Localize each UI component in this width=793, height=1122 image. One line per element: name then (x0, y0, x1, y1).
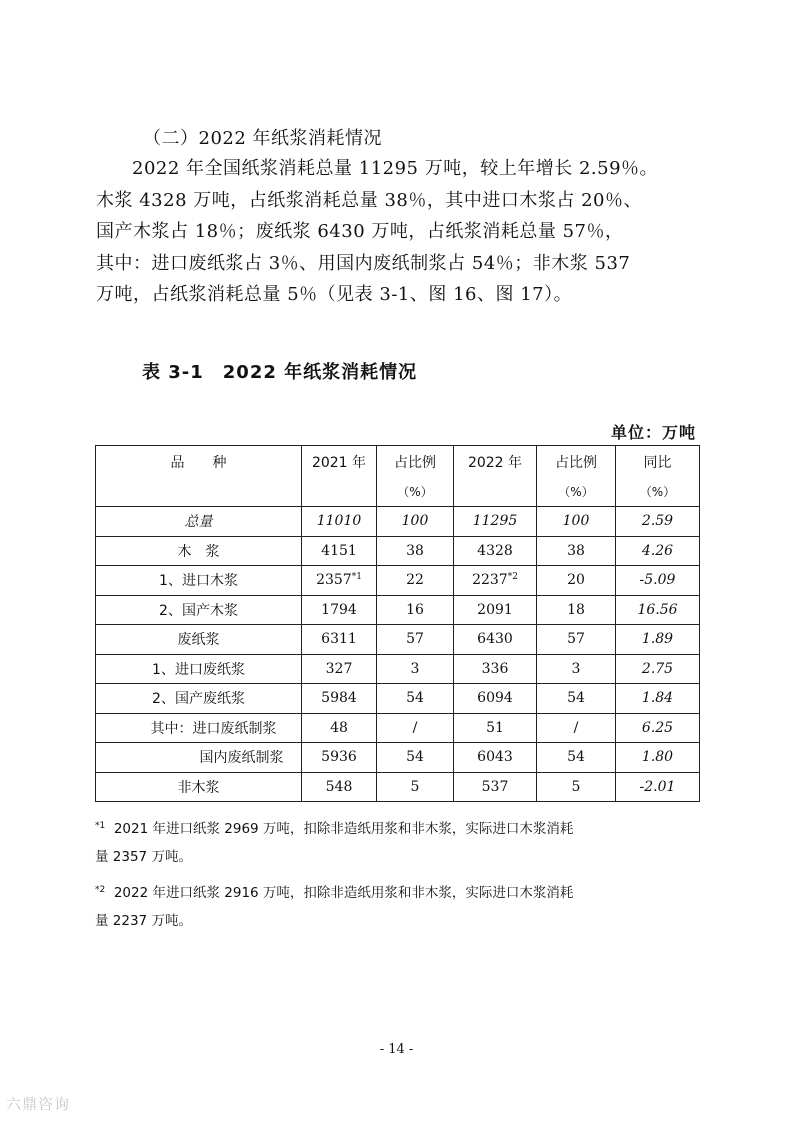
table-row (96, 772, 700, 802)
value-2021: 6311 (302, 625, 377, 655)
paragraph-line: 国产木浆占 18％；废纸浆 6430 万吨，占纸浆消耗总量 57％， (96, 221, 624, 242)
share-2022: 38 (537, 536, 616, 566)
share-2022: 18 (537, 595, 616, 625)
row-name: 其中：进口废纸制浆 (96, 713, 302, 743)
paragraph-line: 木浆 4328 万吨，占纸浆消耗总量 38％，其中进口木浆占 20％、 (96, 189, 643, 211)
table-row (96, 684, 700, 714)
value-2022: 537 (454, 772, 537, 802)
header-pct-2021: （%） (377, 477, 454, 507)
value-2022: 336 (454, 654, 537, 684)
yoy-value: 6.25 (616, 713, 700, 743)
yoy-value: 2.75 (616, 654, 700, 684)
row-name: 1、进口废纸浆 (96, 654, 302, 684)
table-row (96, 713, 700, 743)
table-unit: 单位：万吨 (610, 423, 696, 442)
value-2021: 327 (302, 654, 377, 684)
value-2022: 6094 (454, 684, 537, 714)
pulp-consumption-table (95, 445, 700, 802)
footnote-line: 2022 年进口纸浆 2916 万吨，扣除非造纸用浆和非木浆，实际进口木浆消耗 (113, 885, 574, 901)
value-2022: 6043 (454, 743, 537, 773)
share-2021: / (377, 713, 454, 743)
yoy-value: 1.84 (616, 684, 700, 714)
footnotes (95, 813, 707, 941)
value-2021: 11010 (302, 507, 377, 537)
share-2022: 57 (537, 625, 616, 655)
share-2021: 54 (377, 743, 454, 773)
paragraph-line: 其中：进口废纸浆占 3％、用国内废纸制浆占 54％；非木浆 537 (96, 252, 631, 274)
value-2021: 5936 (302, 743, 377, 773)
share-2021: 57 (377, 625, 454, 655)
value-2022: 51 (454, 713, 537, 743)
share-2022: 3 (537, 654, 616, 684)
yoy-value: -5.09 (616, 566, 700, 596)
header-pct-2022: （%） (537, 477, 616, 507)
share-2021: 3 (377, 654, 454, 684)
share-2022: / (537, 713, 616, 743)
header-share-2021: 占比例 (377, 446, 454, 478)
value-2022: 6430 (454, 625, 537, 655)
row-name: 1、进口木浆 (96, 566, 302, 596)
yoy-value: 2.59 (616, 507, 700, 537)
row-name: 2、国产木浆 (96, 595, 302, 625)
share-2022: 54 (537, 743, 616, 773)
share-2021: 22 (377, 566, 454, 596)
paragraph-line: 万吨，占纸浆消耗总量 5％（见表 3-1、图 16、图 17）。 (96, 284, 573, 305)
footnote-line: 量 2357 万吨。 (95, 848, 192, 865)
row-name: 总量 (96, 507, 302, 537)
summary-paragraph (96, 153, 706, 311)
value-2021: 5984 (302, 684, 377, 714)
table-row (96, 536, 700, 566)
footnote (95, 813, 707, 871)
yoy-value: 16.56 (616, 595, 700, 625)
table-row-total (96, 507, 700, 537)
yoy-value: 4.26 (616, 536, 700, 566)
paragraph-line: 2022 年全国纸浆消耗总量 11295 万吨，较上年增长 2.59％。 (132, 158, 659, 179)
value-2021: 1794 (302, 595, 377, 625)
footnote-mark: *1 (351, 572, 362, 583)
header-pct-yoy: （%） (616, 477, 700, 507)
value-2022: 2237 (472, 572, 508, 589)
footnote-line: 量 2237 万吨。 (95, 912, 192, 929)
watermark-logo: 六鼎咨询 (6, 1095, 71, 1113)
table-row (96, 595, 700, 625)
section-heading: （二）2022 年纸浆消耗情况 (143, 128, 383, 149)
value-2022: 11295 (454, 507, 537, 537)
row-name: 2、国产废纸浆 (96, 684, 302, 714)
value-2022: 4328 (454, 536, 537, 566)
value-2021: 2357 (316, 572, 352, 589)
value-2021-cell (302, 566, 377, 596)
header-yoy: 同比 (616, 446, 700, 478)
yoy-value: 1.80 (616, 743, 700, 773)
row-name: 废纸浆 (96, 625, 302, 655)
value-2021: 548 (302, 772, 377, 802)
share-2022: 100 (537, 507, 616, 537)
table-row (96, 566, 700, 596)
table-title: 表 3-1 2022 年纸浆消耗情况 (142, 362, 418, 383)
header-2022: 2022 年 (454, 446, 537, 478)
yoy-value: -2.01 (616, 772, 700, 802)
share-2022: 20 (537, 566, 616, 596)
footnote-mark: *1 (95, 821, 106, 831)
header-share-2022: 占比例 (537, 446, 616, 478)
footnote-line: 2021 年进口纸浆 2969 万吨，扣除非造纸用浆和非木浆，实际进口木浆消耗 (113, 821, 574, 837)
page-number: - 14 - (379, 1042, 414, 1057)
footnote (95, 877, 707, 935)
row-name: 国内废纸制浆 (96, 743, 302, 773)
share-2022: 54 (537, 684, 616, 714)
row-name: 木 浆 (96, 536, 302, 566)
value-2021: 48 (302, 713, 377, 743)
share-2021: 5 (377, 772, 454, 802)
yoy-value: 1.89 (616, 625, 700, 655)
share-2021: 100 (377, 507, 454, 537)
header-2021: 2021 年 (302, 446, 377, 478)
row-name: 非木浆 (96, 772, 302, 802)
share-2021: 38 (377, 536, 454, 566)
table-row (96, 654, 700, 684)
table-row (96, 743, 700, 773)
share-2021: 54 (377, 684, 454, 714)
footnote-mark: *2 (95, 885, 106, 895)
share-2022: 5 (537, 772, 616, 802)
value-2022: 2091 (454, 595, 537, 625)
table-row (96, 625, 700, 655)
value-2021: 4151 (302, 536, 377, 566)
value-2022-cell (454, 566, 537, 596)
header-variety: 品 种 (96, 446, 302, 478)
share-2021: 16 (377, 595, 454, 625)
footnote-mark: *2 (507, 572, 518, 583)
